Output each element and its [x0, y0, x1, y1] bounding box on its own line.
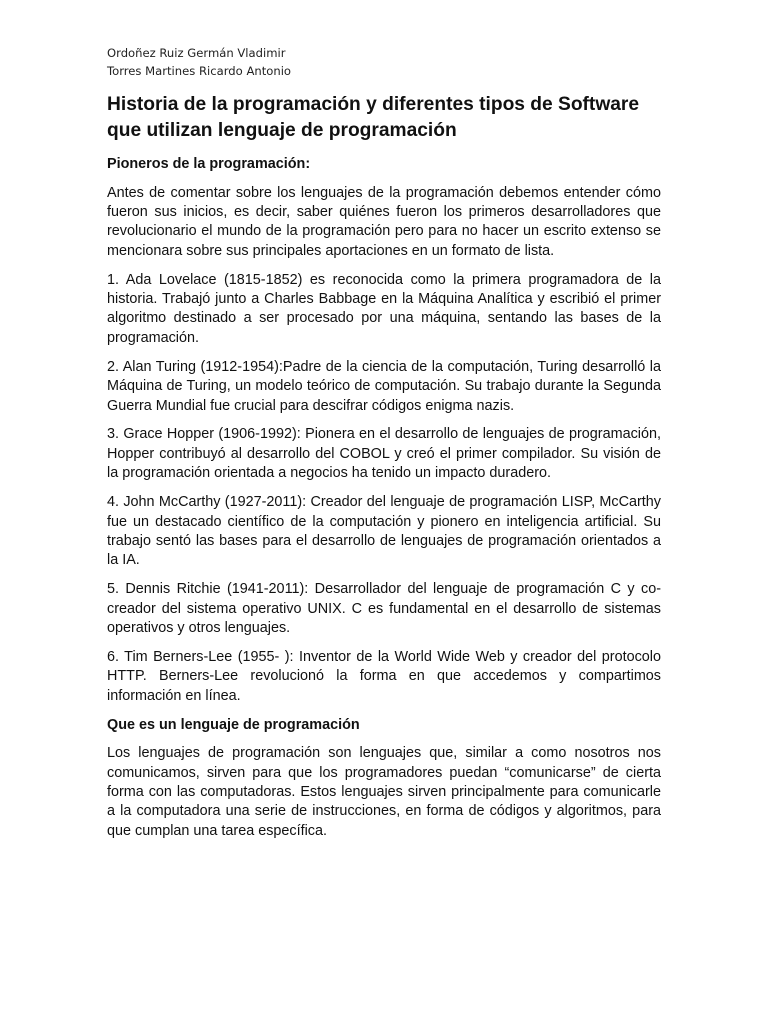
list-item-ada-lovelace: 1. Ada Lovelace (1815-1852) es reconocida como la primera programadora de la historia. Trabajó junto a Charles Babbage en la Máquina Analítica y escribió el primer algoritmo destinado a ser procesado por una máquina, sentando las bases de la programación. [107, 271, 661, 346]
author-name: Torres Martines Ricardo Antonio [107, 64, 292, 78]
section-heading-pioneers: Pioneros de la programación: [107, 156, 311, 172]
author-name: Ordoñez Ruiz Germán Vladimir [107, 46, 286, 60]
list-item-tim-berners-lee: 6. Tim Berners-Lee (1955- ): Inventor de la World Wide Web y creador del protocolo HTTP. Berners-Lee revolucionó la forma en que accedemos y compartimos información en línea. [107, 649, 661, 704]
list-item-dennis-ritchie: 5. Dennis Ritchie (1941-2011): Desarrollador del lenguaje de programación C y co-creador del sistema operativo UNIX. C es fundamental en el desarrollo de sistemas operativos y otros lenguajes. [107, 581, 661, 637]
document-title: Historia de la programación y diferentes tipos de Software que utilizan lenguaje de programación [107, 94, 640, 141]
list-item-john-mccarthy: 4. John McCarthy (1927-2011): Creador del lenguaje de programación LISP, McCarthy fue un destacado científico de la computación y pionero en inteligencia artificial. Su trabajo sentó las bases para el desarrollo de lenguajes de programación orientados a la IA. [107, 494, 661, 569]
author-list [107, 44, 661, 80]
list-item-alan-turing: 2. Alan Turing (1912-1954):Padre de la ciencia de la computación, Turing desarrolló la Máquina de Turing, un modelo teórico de computación. Su trabajo durante la Segunda Guerra Mundial fue crucial para descifrar códigos enigma nazis. [107, 358, 661, 414]
definition-paragraph: Los lenguajes de programación son lenguajes que, similar a como nosotros nos comunicamos, sirven para que los programadores puedan “comunicarse” de cierta forma con las computadoras. Estos lenguajes sirven principalmente para comunicarle a la computadora una serie de instrucciones, en forma de códigos y algoritmos, para que cumplan una tarea específica. [107, 745, 661, 839]
list-item-grace-hopper: 3. Grace Hopper (1906-1992): Pionera en el desarrollo de lenguajes de programación, Hopper contribuyó al desarrollo del COBOL y creó el primer compilador. Su visión de la programación orientada a negocios ha tenido un impacto duradero. [107, 426, 661, 482]
document-body [107, 44, 661, 851]
section-heading-programming-language: Que es un lenguaje de programación [107, 716, 360, 733]
intro-paragraph: Antes de comentar sobre los lenguajes de la programación debemos entender cómo fueron sus inicios, es decir, saber quiénes fueron los primeros desarrolladores que revolucionario el mundo de la programación pero para no hacer un escrito extenso se mencionara sobre sus principales aportaciones en un formato de lista. [107, 184, 661, 259]
